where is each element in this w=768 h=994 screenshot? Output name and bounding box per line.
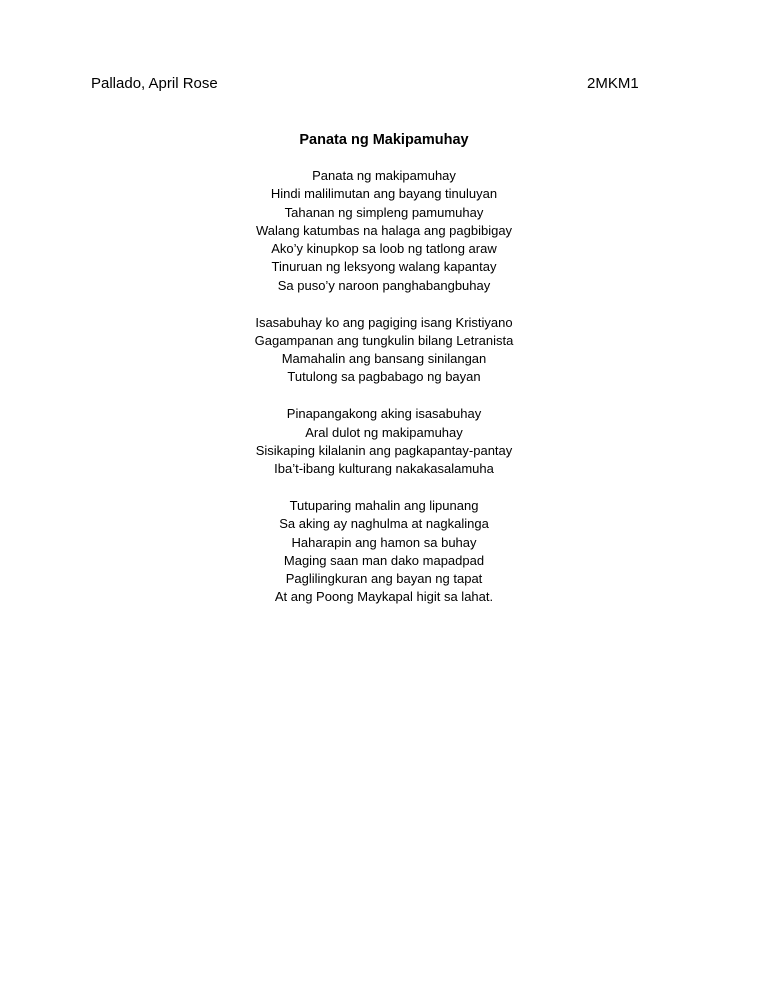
- poem-line: Sa aking ay naghulma at nagkalinga: [279, 516, 489, 532]
- poem-line: Sisikaping kilalanin ang pagkapantay-pantay: [255, 442, 513, 458]
- stanza-3: [0, 405, 768, 478]
- poem-line: Tinuruan ng leksyong walang kapantay: [271, 259, 497, 275]
- poem-line: Maging saan man dako mapadpad: [283, 552, 485, 568]
- poem-line: Sa puso’y naroon panghabangbuhay: [277, 277, 491, 293]
- poem-line: Tahanan ng simpleng pamumuhay: [284, 204, 484, 220]
- poem-line: At ang Poong Maykapal higit sa lahat.: [274, 589, 494, 605]
- author-name: Pallado, April Rose: [91, 75, 218, 92]
- poem-line: Aral dulot ng makipamuhay: [305, 424, 463, 440]
- poem-line: Tutuparing mahalin ang lipunang: [289, 497, 479, 513]
- poem-line: Pinapangakong aking isasabuhay: [286, 406, 482, 422]
- poem-line: Hindi malilimutan ang bayang tinuluyan: [270, 186, 498, 202]
- poem-line: Ako’y kinupkop sa loob ng tatlong araw: [271, 241, 497, 257]
- section-code: 2MKM1: [587, 75, 639, 92]
- stanza-4: [0, 497, 768, 607]
- poem-line: Paglilingkuran ang bayan ng tapat: [285, 571, 483, 587]
- poem-line: Mamahalin ang bansang sinilangan: [281, 351, 487, 367]
- poem-line: Panata ng makipamuhay: [312, 168, 456, 183]
- poem-line: Walang katumbas na halaga ang pagbibigay: [255, 222, 513, 238]
- poem-line: Tutulong sa pagbabago ng bayan: [287, 369, 481, 385]
- poem-title: Panata ng Makipamuhay: [299, 132, 469, 148]
- poem-line: Gagampanan ang tungkulin bilang Letranista: [254, 332, 514, 348]
- poem-body: [0, 167, 768, 625]
- poem-line: Isasabuhay ko ang pagiging isang Kristiyano: [255, 314, 513, 330]
- stanza-2: [0, 314, 768, 387]
- poem-line: Haharapin ang hamon sa buhay: [291, 534, 477, 550]
- stanza-1: [0, 167, 768, 295]
- poem-line: Iba’t-ibang kulturang nakakasalamuha: [274, 461, 494, 477]
